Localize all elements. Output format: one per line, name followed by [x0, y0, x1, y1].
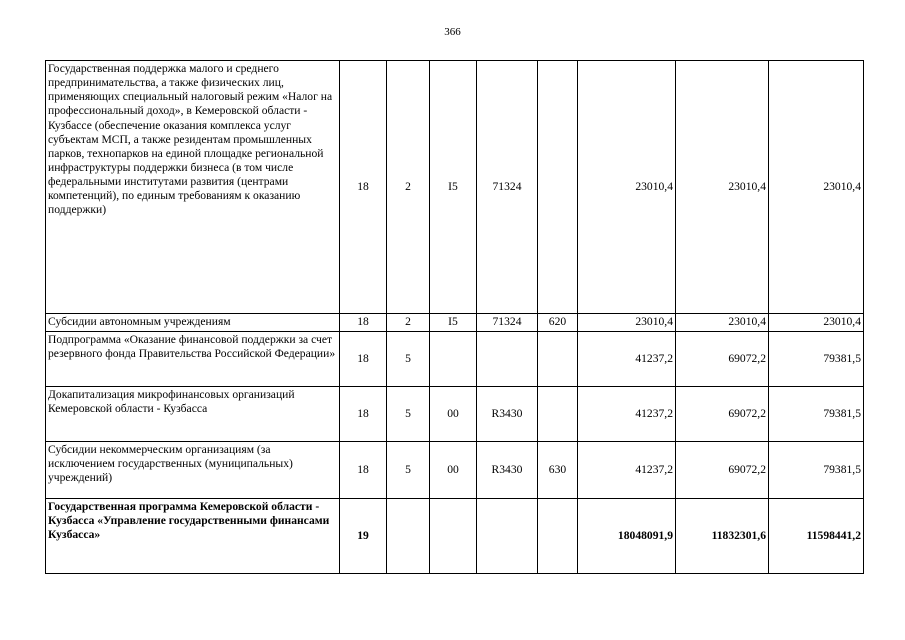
direction-code: 71324 [477, 61, 538, 314]
program-code: 18 [340, 61, 387, 314]
table-row [46, 442, 864, 499]
program-code: 18 [340, 314, 387, 332]
amount-year-2: 11832301,6 [676, 499, 769, 574]
event-code: I5 [430, 61, 477, 314]
program-code: 18 [340, 332, 387, 387]
expense-type-code: 620 [538, 314, 578, 332]
program-code: 18 [340, 387, 387, 442]
expense-type-code [538, 61, 578, 314]
expense-type-code [538, 387, 578, 442]
expense-type-code [538, 332, 578, 387]
amount-year-2: 69072,2 [676, 387, 769, 442]
page-number: 366 [444, 26, 461, 38]
table-row [46, 314, 864, 332]
amount-year-1: 23010,4 [578, 61, 676, 314]
event-code: 00 [430, 442, 477, 499]
direction-code: R3430 [477, 387, 538, 442]
table-row [46, 332, 864, 387]
table-row [46, 499, 864, 574]
event-code [430, 499, 477, 574]
amount-year-1: 41237,2 [578, 442, 676, 499]
amount-year-2: 23010,4 [676, 61, 769, 314]
direction-code [477, 499, 538, 574]
subprogram-code: 5 [387, 387, 430, 442]
table-row [46, 61, 864, 314]
subprogram-code: 2 [387, 314, 430, 332]
amount-year-3: 79381,5 [769, 332, 864, 387]
event-code: 00 [430, 387, 477, 442]
program-code: 18 [340, 442, 387, 499]
direction-code: 71324 [477, 314, 538, 332]
row-name: Государственная поддержка малого и среднего предпринимательства, а также физических лиц, применяющих специальный налоговый режим «Налог на профессиональный доход», в Кемеровской области - Кузбассе (обеспечение оказания комплекса услуг субъектам МСП, а также резидентам промышленных парков, технопарков на единой площадке региональной инфраструктуры поддержки бизнеса (в том числе федеральными институтами развития (центрами компетенций), по единым требованиям к оказанию поддержки) [46, 61, 340, 314]
amount-year-1: 23010,4 [578, 314, 676, 332]
event-code [430, 332, 477, 387]
amount-year-2: 69072,2 [676, 332, 769, 387]
row-name: Докапитализация микрофинансовых организаций Кемеровской области - Кузбасса [46, 387, 340, 442]
budget-table [45, 60, 864, 574]
amount-year-3: 23010,4 [769, 314, 864, 332]
expense-type-code [538, 499, 578, 574]
subprogram-code [387, 499, 430, 574]
row-name: Субсидии некоммерческим организациям (за исключением государственных (муниципальных) учреждений) [46, 442, 340, 499]
row-name: Подпрограмма «Оказание финансовой поддержки за счет резервного фонда Правительства Российской Федерации» [46, 332, 340, 387]
amount-year-1: 18048091,9 [578, 499, 676, 574]
row-name: Государственная программа Кемеровской области - Кузбасса «Управление государственными финансами Кузбасса» [46, 499, 340, 574]
direction-code: R3430 [477, 442, 538, 499]
amount-year-2: 69072,2 [676, 442, 769, 499]
amount-year-1: 41237,2 [578, 332, 676, 387]
amount-year-3: 79381,5 [769, 442, 864, 499]
amount-year-3: 79381,5 [769, 387, 864, 442]
amount-year-1: 41237,2 [578, 387, 676, 442]
amount-year-3: 23010,4 [769, 61, 864, 314]
program-code: 19 [340, 499, 387, 574]
row-name: Субсидии автономным учреждениям [46, 314, 340, 332]
event-code: I5 [430, 314, 477, 332]
amount-year-2: 23010,4 [676, 314, 769, 332]
table-row [46, 387, 864, 442]
subprogram-code: 2 [387, 61, 430, 314]
expense-type-code: 630 [538, 442, 578, 499]
subprogram-code: 5 [387, 332, 430, 387]
subprogram-code: 5 [387, 442, 430, 499]
direction-code [477, 332, 538, 387]
amount-year-3: 11598441,2 [769, 499, 864, 574]
